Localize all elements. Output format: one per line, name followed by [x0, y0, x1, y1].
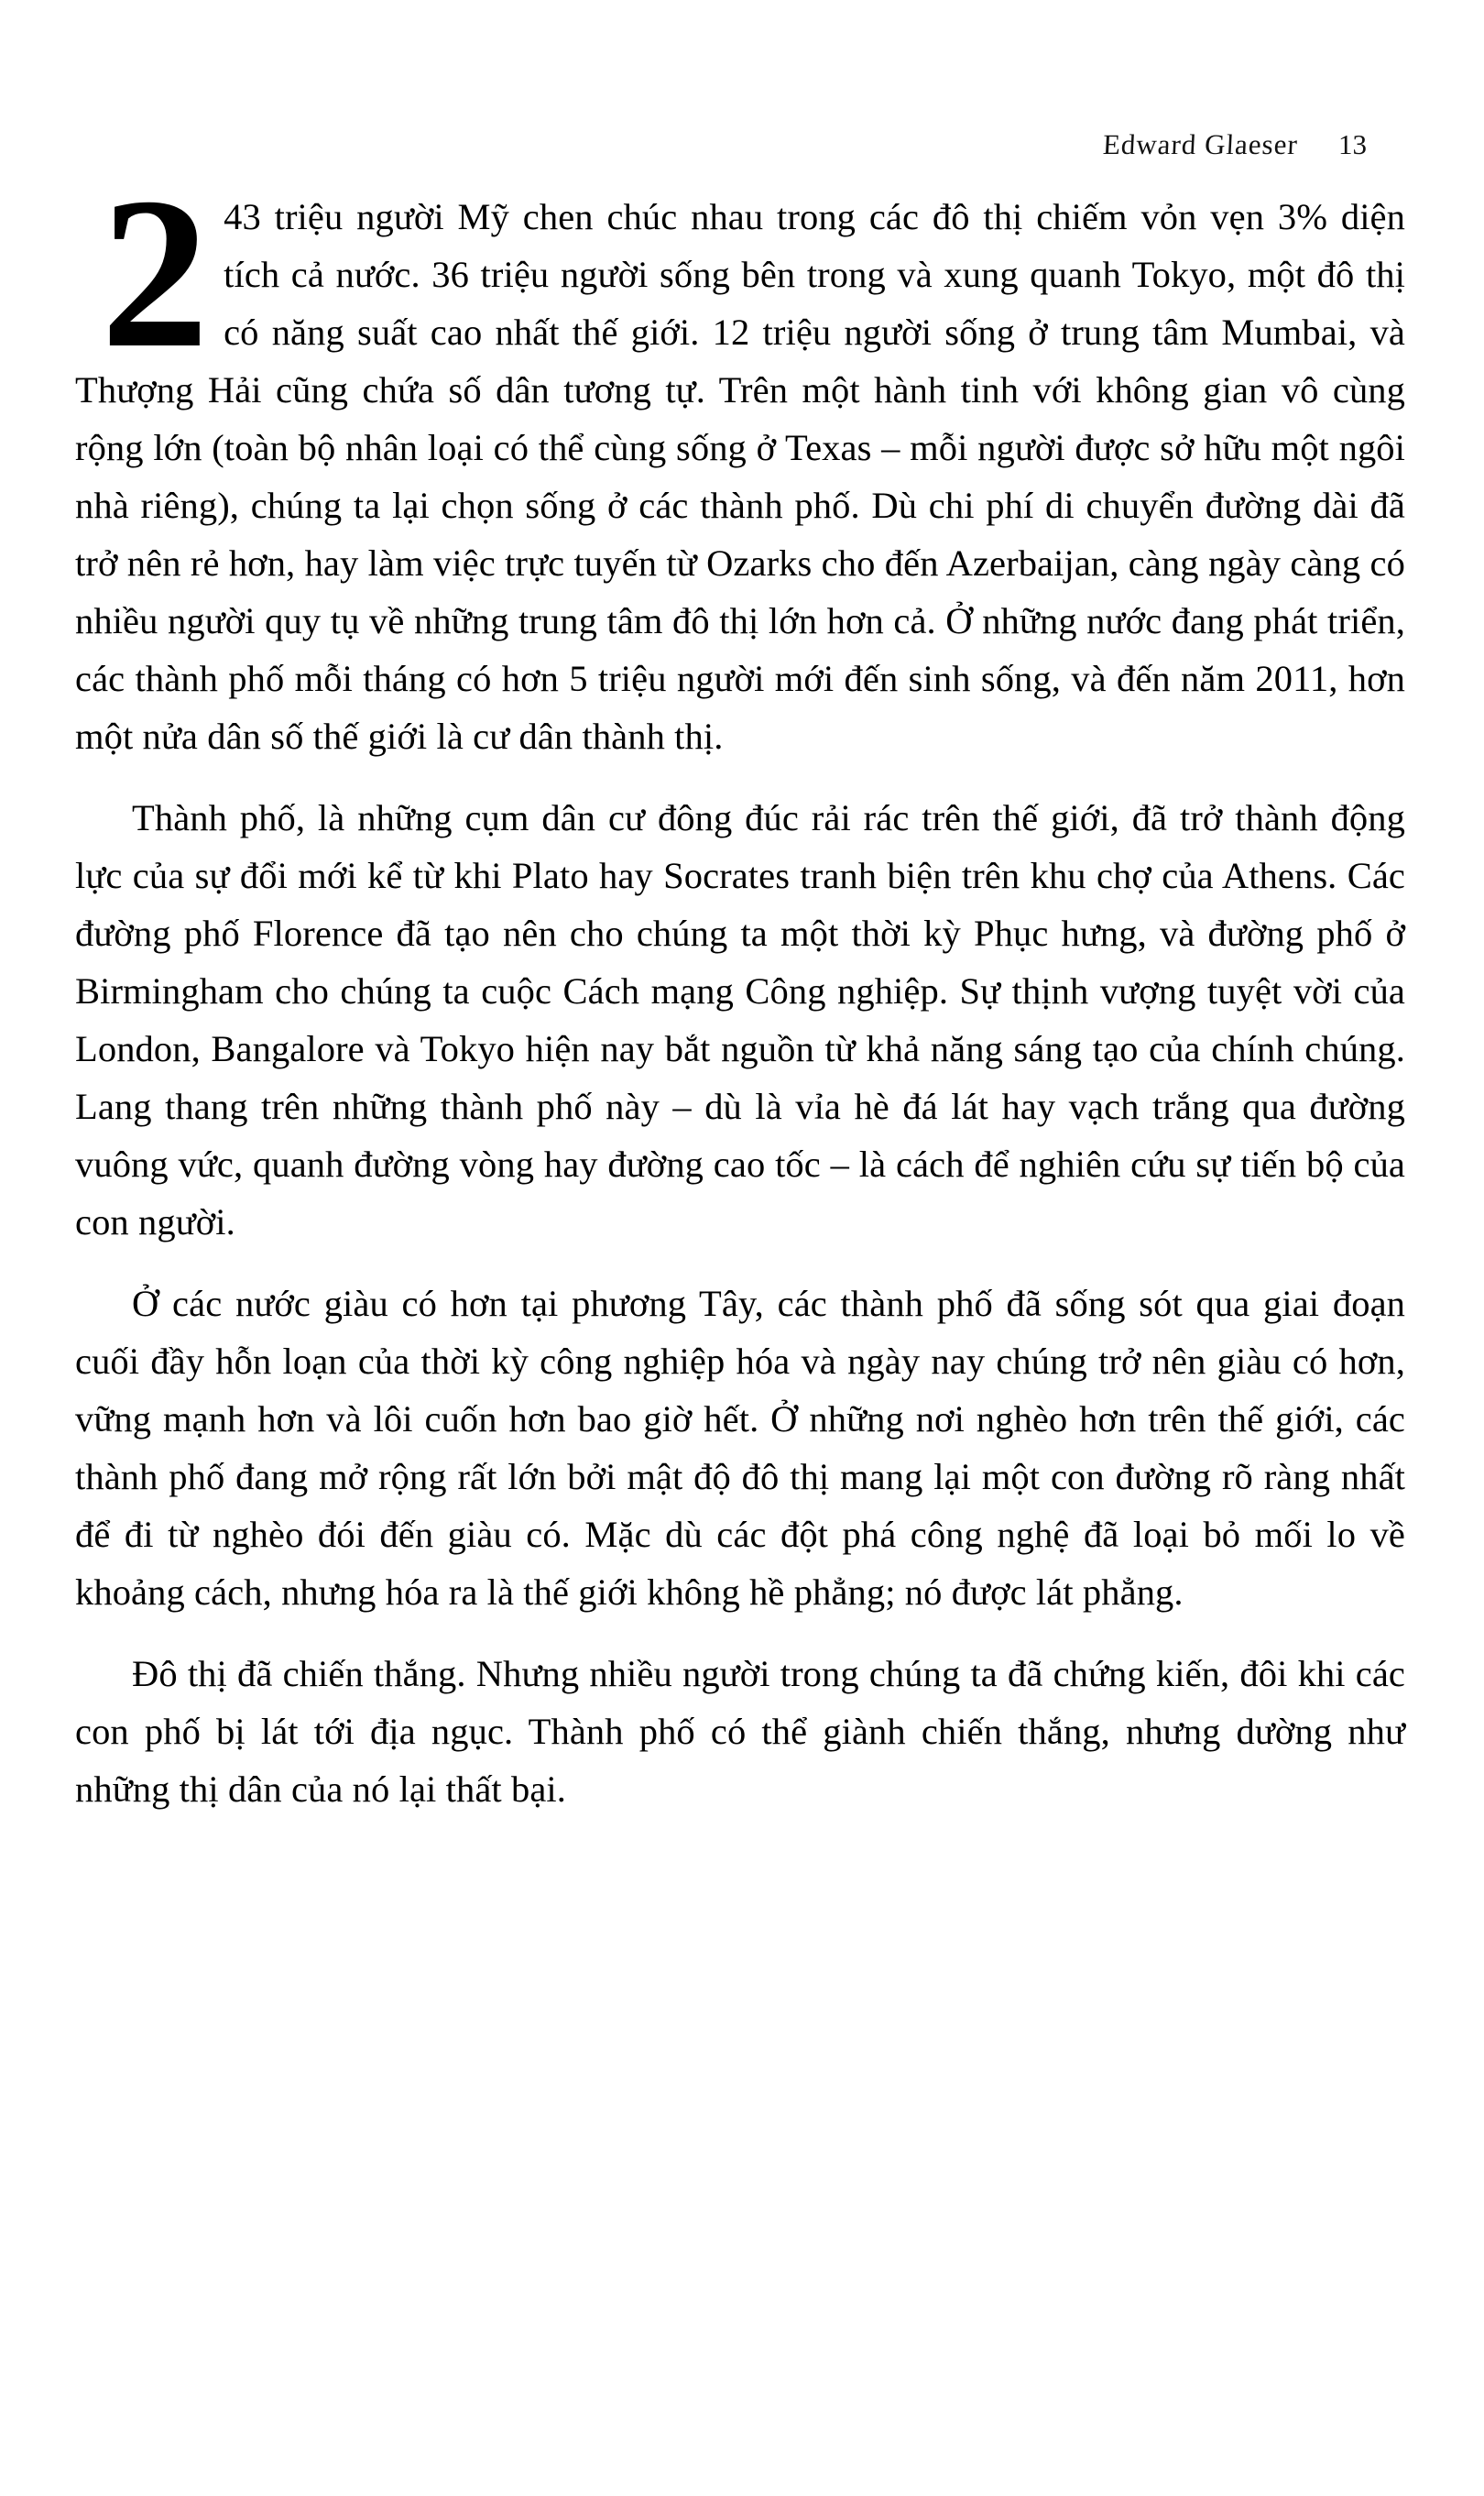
paragraph-3: Ở các nước giàu có hơn tại phương Tây, các thành phố đã sống sót qua giai đoạn cuối đầy hỗn loạn của thời kỳ công nghiệp hóa và ngày nay chúng trở nên giàu có hơn, vững mạnh hơn và lôi cuốn hơn bao giờ hết. Ở những nơi nghèo hơn trên thế giới, các thành phố đang mở rộng rất lớn bởi mật độ đô thị mang lại một con đường rõ ràng nhất để đi từ nghèo đói đến giàu có. Mặc dù các đột phá công nghệ đã loại bỏ mối lo về khoảng cách, nhưng hóa ra là thế giới không hề phẳng; nó được lát phẳng.: [75, 1283, 1405, 1613]
paragraph-4: Đô thị đã chiến thắng. Nhưng nhiều người trong chúng ta đã chứng kiến, đôi khi các con phố bị lát tới địa ngục. Thành phố có thể giành chiến thắng, nhưng dường như những thị dân của nó lại thất bại.: [75, 1653, 1405, 1810]
paragraph-1-text: 43 triệu người Mỹ chen chúc nhau trong các đô thị chiếm vỏn vẹn 3% diện tích cả nước. 36 triệu người sống bên trong và xung quanh Tokyo, một đô thị có năng suất cao nhất thế giới. 12 triệu người sống ở trung tâm Mumbai, và Thượng Hải cũng chứa số dân tương tự. Trên một hành tinh với không gian vô cùng rộng lớn (toàn bộ nhân loại có thể cùng sống ở Texas – mỗi người được sở hữu một ngôi nhà riêng), chúng ta lại chọn sống ở các thành phố. Dù chi phí di chuyển đường dài đã trở nên rẻ hơn, hay làm việc trực tuyến từ Ozarks cho đến Azerbaijan, càng ngày càng có nhiều người quy tụ về những trung tâm đô thị lớn hơn cả. Ở những nước đang phát triển, các thành phố mỗi tháng có hơn 5 triệu người mới đến sinh sống, và đến năm 2011, hơn một nửa dân số thế giới là cư dân thành thị.: [75, 196, 1405, 757]
drop-cap: 2: [101, 154, 210, 393]
page-header: [1103, 128, 1367, 161]
paragraph-2: Thành phố, là những cụm dân cư đông đúc rải rác trên thế giới, đã trở thành động lực của sự đổi mới kể từ khi Plato hay Socrates tranh biện trên khu chợ của Athens. Các đường phố Florence đã tạo nên cho chúng ta một thời kỳ Phục hưng, và đường phố ở Birmingham cho chúng ta cuộc Cách mạng Công nghiệp. Sự thịnh vượng tuyệt vời của London, Bangalore và Tokyo hiện nay bắt nguồn từ khả năng sáng tạo của chính chúng. Lang thang trên những thành phố này – dù là vỉa hè đá lát hay vạch trắng qua đường vuông vức, quanh đường vòng hay đường cao tốc – là cách để nghiên cứu sự tiến bộ của con người.: [75, 797, 1405, 1243]
page-number: 13: [1338, 128, 1367, 160]
page-body: [75, 154, 1405, 1818]
paragraph-1: [75, 154, 1405, 765]
header-author: Edward Glaeser: [1102, 128, 1299, 160]
